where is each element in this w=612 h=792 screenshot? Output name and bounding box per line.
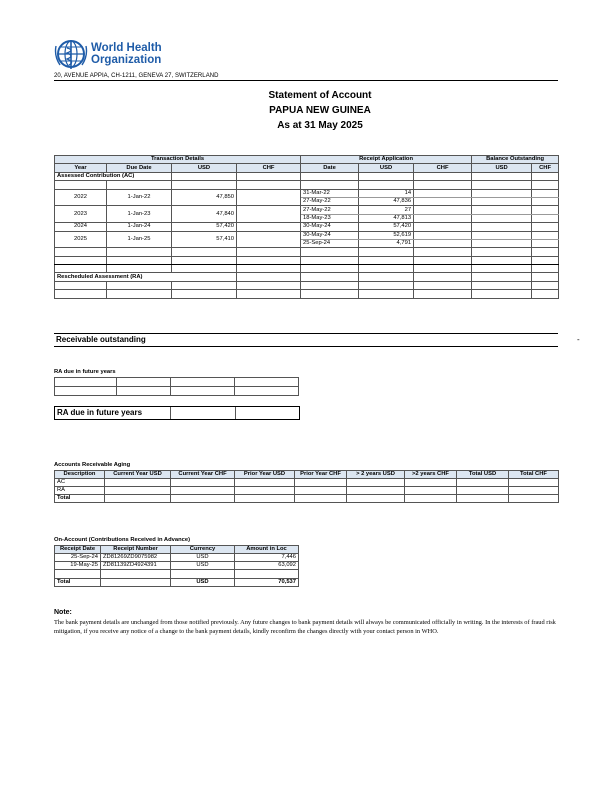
receipt-date: 30-May-24 <box>301 223 359 231</box>
col-usd: USD <box>172 164 237 172</box>
col-prior-usd: Prior Year USD <box>235 471 295 479</box>
ac-due-date: 1-Jan-24 <box>107 223 172 231</box>
ac-year: 2025 <box>55 231 107 248</box>
column-header-row <box>55 164 559 172</box>
receivable-outstanding <box>54 333 580 347</box>
group-receipt-application: Receipt Application <box>301 156 472 164</box>
receipt-usd: 14 <box>359 189 414 197</box>
on-account-header-row <box>55 546 299 554</box>
blank-row <box>55 387 299 396</box>
col-balance-usd: USD <box>472 164 532 172</box>
on-account-title: On-Account (Contributions Received in Advance) <box>54 537 191 543</box>
note-text: The bank payment details are unchanged from those notified previously. Any future changes to bank payment details will always be communicated officially in writing. In the interests of fraud risk mitigation, if you receive any notice of a change to the bank payment details, kindly reconfirm the changes directly with your contact person in WHO. <box>54 619 556 635</box>
receivable-label: Receivable outstanding <box>56 335 146 344</box>
receipt-date: 30-May-24 <box>301 231 359 239</box>
receipt-amount: 7,446 <box>235 554 299 562</box>
col-year: Year <box>55 164 107 172</box>
col-receipt-chf: CHF <box>414 164 472 172</box>
ra-label: Rescheduled Assessment (RA) <box>55 273 237 281</box>
ac-year: 2024 <box>55 223 107 231</box>
receipt-currency: USD <box>171 562 235 570</box>
group-balance-outstanding: Balance Outstanding <box>472 156 559 164</box>
receipt-currency: USD <box>171 554 235 562</box>
aging-title: Accounts Receivable Aging <box>54 462 131 468</box>
receipt-usd: 47,813 <box>359 214 414 222</box>
statement-table <box>54 155 559 299</box>
aging-row-label: AC <box>55 479 105 487</box>
col-receipt-date: Receipt Date <box>55 546 101 554</box>
col-receipt-number: Receipt Number <box>101 546 171 554</box>
ac-due-date: 1-Jan-22 <box>107 189 172 206</box>
receipt-date: 27-May-22 <box>301 197 359 205</box>
receipt-date: 19-May-25 <box>55 562 101 570</box>
table-row <box>55 223 559 231</box>
table-row <box>55 487 559 495</box>
receipt-date: 25-Sep-24 <box>301 239 359 247</box>
receipt-usd: 57,420 <box>359 223 414 231</box>
receipt-date: 31-Mar-22 <box>301 189 359 197</box>
receipt-date: 25-Sep-24 <box>55 554 101 562</box>
receipt-usd: 4,791 <box>359 239 414 247</box>
aging-row-label: Total <box>55 495 105 503</box>
ac-amount-usd: 57,410 <box>172 231 237 248</box>
total-currency: USD <box>171 579 235 587</box>
col-total-usd: Total USD <box>457 471 509 479</box>
col-currency: Currency <box>171 546 235 554</box>
blank-row <box>55 570 299 579</box>
aging-header-row <box>55 471 559 479</box>
section-ac <box>55 172 559 180</box>
country-name: PAPUA NEW GUINEA <box>269 105 371 116</box>
col-2y-chf: >2 years CHF <box>405 471 457 479</box>
ra-future-table <box>54 377 299 396</box>
table-row <box>55 554 299 562</box>
blank-row <box>55 248 559 256</box>
ac-year: 2022 <box>55 189 107 206</box>
note-heading: Note: <box>54 609 72 616</box>
table-row <box>55 495 559 503</box>
col-prior-chf: Prior Year CHF <box>295 471 347 479</box>
table-row <box>55 189 559 197</box>
table-row <box>55 562 299 570</box>
receipt-number: ZD81269ZD9075982 <box>101 554 171 562</box>
ac-year: 2023 <box>55 206 107 223</box>
receivable-value: - <box>577 335 580 344</box>
receipt-usd: 52,619 <box>359 231 414 239</box>
total-label: Total <box>55 579 101 587</box>
table-row <box>55 206 559 214</box>
blank-row <box>55 181 559 189</box>
ra-future-summary <box>54 406 300 420</box>
org-name: World Health Organization <box>91 42 162 66</box>
blank-row <box>55 290 559 298</box>
blank-row <box>55 265 559 273</box>
on-account-table <box>54 545 299 587</box>
blank-row <box>55 281 559 289</box>
who-logo <box>54 38 164 70</box>
blank-row <box>55 378 299 387</box>
statement-date: As at 31 May 2025 <box>277 120 363 131</box>
col-total-chf: Total CHF <box>509 471 559 479</box>
ac-label: Assessed Contribution (AC) <box>55 172 172 180</box>
ra-future-label: RA due in future years <box>57 408 143 417</box>
col-receipt-date: Date <box>301 164 359 172</box>
ac-amount-usd: 47,850 <box>172 189 237 206</box>
address: 20, AVENUE APPIA, CH-1211, GENEVA 27, SWITZERLAND <box>54 73 219 79</box>
table-row <box>55 479 559 487</box>
receipt-amount: 63,092 <box>235 562 299 570</box>
total-amount: 70,537 <box>235 579 299 587</box>
aging-row-label: RA <box>55 487 105 495</box>
ac-due-date: 1-Jan-25 <box>107 231 172 248</box>
receipt-number: ZD81139ZD4924391 <box>101 562 171 570</box>
col-due-date: Due Date <box>107 164 172 172</box>
blank-row <box>55 256 559 264</box>
group-transaction-details: Transaction Details <box>55 156 301 164</box>
col-balance-chf: CHF <box>532 164 559 172</box>
ac-amount-usd: 57,420 <box>172 223 237 231</box>
receipt-usd: 47,836 <box>359 197 414 205</box>
receipt-usd: 27 <box>359 206 414 214</box>
receipt-date: 18-May-23 <box>301 214 359 222</box>
col-description: Description <box>55 471 105 479</box>
aging-table <box>54 470 559 503</box>
receipt-date: 27-May-22 <box>301 206 359 214</box>
col-receipt-usd: USD <box>359 164 414 172</box>
total-row <box>55 579 299 587</box>
group-header-row <box>55 156 559 164</box>
table-row <box>55 231 559 239</box>
col-2y-usd: > 2 years USD <box>347 471 405 479</box>
ra-future-title: RA due in future years <box>54 369 116 375</box>
statement-title: Statement of Account <box>268 90 372 101</box>
ac-due-date: 1-Jan-23 <box>107 206 172 223</box>
col-amount: Amount in Loc <box>235 546 299 554</box>
col-chf: CHF <box>237 164 301 172</box>
col-current-usd: Current Year USD <box>105 471 171 479</box>
ac-amount-usd: 47,840 <box>172 206 237 223</box>
who-emblem-icon <box>54 38 88 70</box>
section-ra <box>55 273 559 281</box>
col-current-chf: Current Year CHF <box>171 471 235 479</box>
divider <box>54 80 558 81</box>
